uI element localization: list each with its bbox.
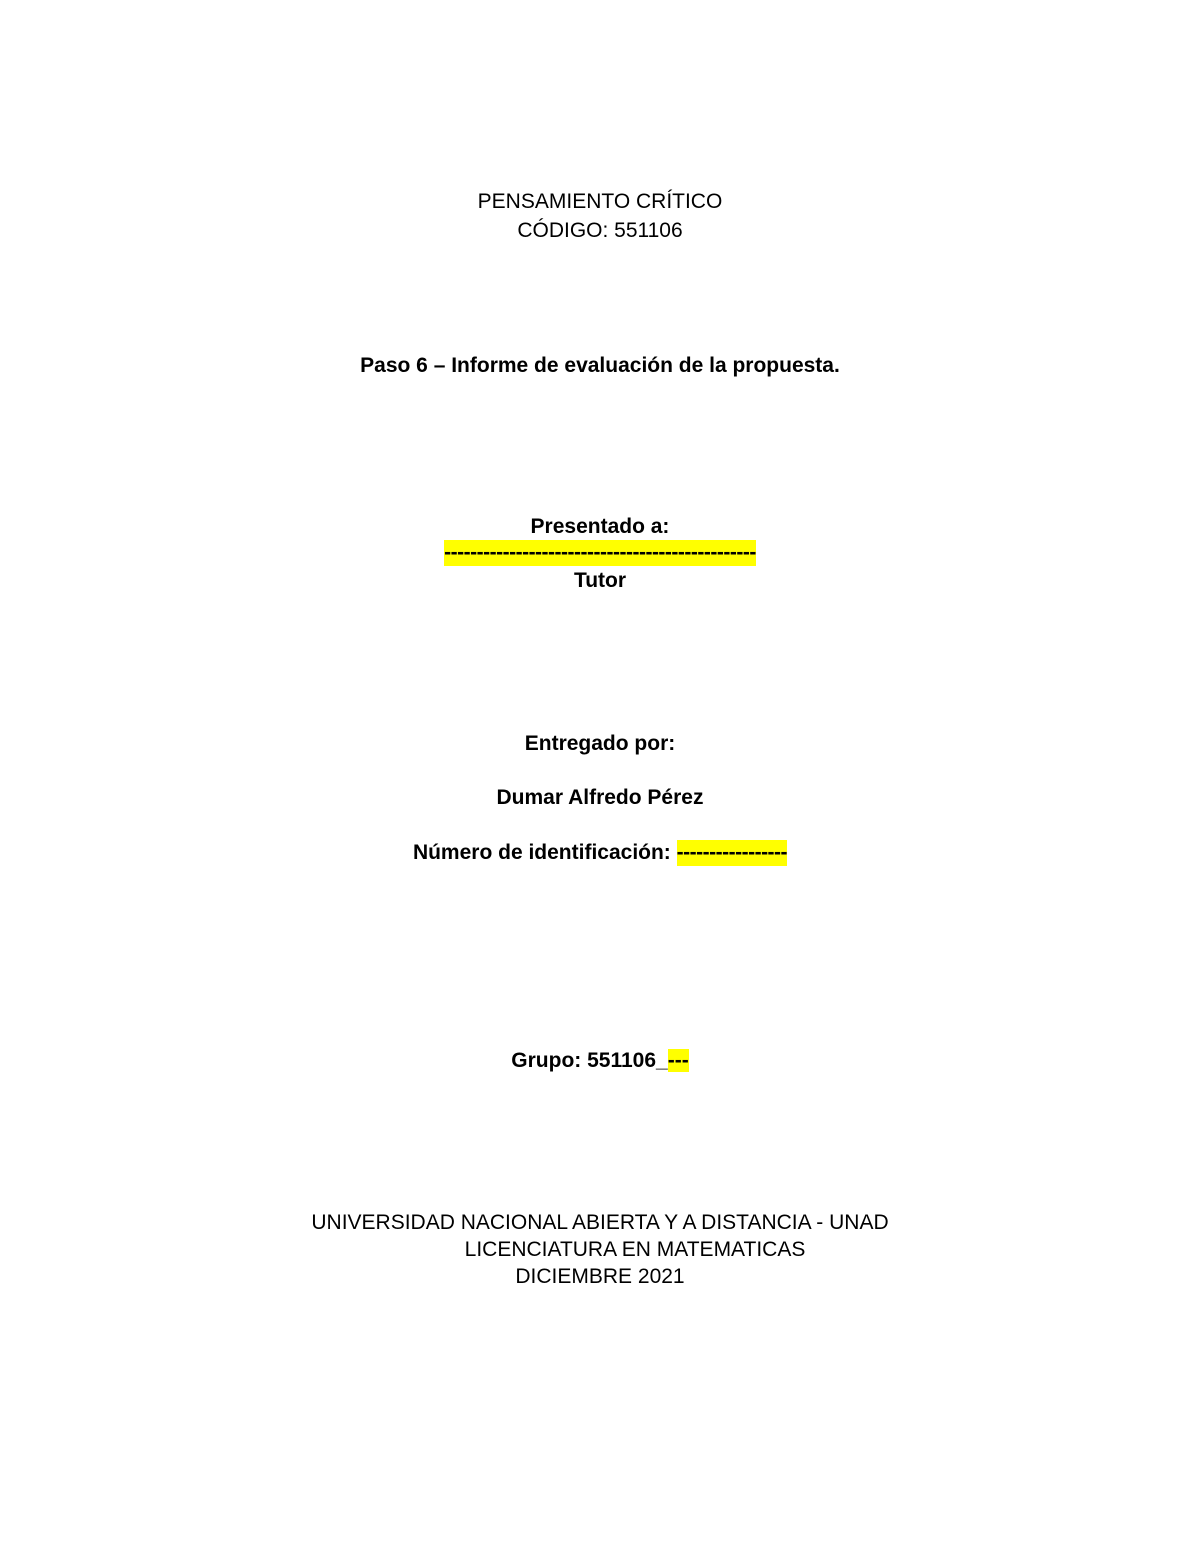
date: DICIEMBRE 2021	[515, 1265, 685, 1288]
tutor-name-placeholder: ------------------------------------------------	[444, 541, 756, 564]
group-line	[0, 1048, 1200, 1074]
delivered-by-label: Entregado por:	[524, 732, 676, 755]
university-name: UNIVERSIDAD NACIONAL ABIERTA Y A DISTANCIA - UNAD	[311, 1211, 889, 1234]
tutor-label: Tutor	[573, 569, 627, 592]
group-suffix-placeholder: ---	[667, 1049, 689, 1072]
course-code: CÓDIGO: 551106	[517, 219, 683, 242]
presented-to-label: Presentado a:	[530, 515, 670, 538]
student-name: Dumar Alfredo Pérez	[496, 786, 704, 809]
group-label: Grupo: 551106_	[511, 1049, 668, 1072]
program-name: LICENCIATURA EN MATEMATICAS	[464, 1238, 806, 1261]
id-number-placeholder: -----------------	[676, 841, 788, 864]
id-number-label: Número de identificación:	[412, 841, 671, 864]
tutor-name-line	[0, 540, 1200, 566]
course-title: PENSAMIENTO CRÍTICO	[477, 190, 723, 213]
assignment-title: Paso 6 – Informe de evaluación de la propuesta.	[360, 354, 840, 377]
id-number-line	[0, 840, 1200, 866]
